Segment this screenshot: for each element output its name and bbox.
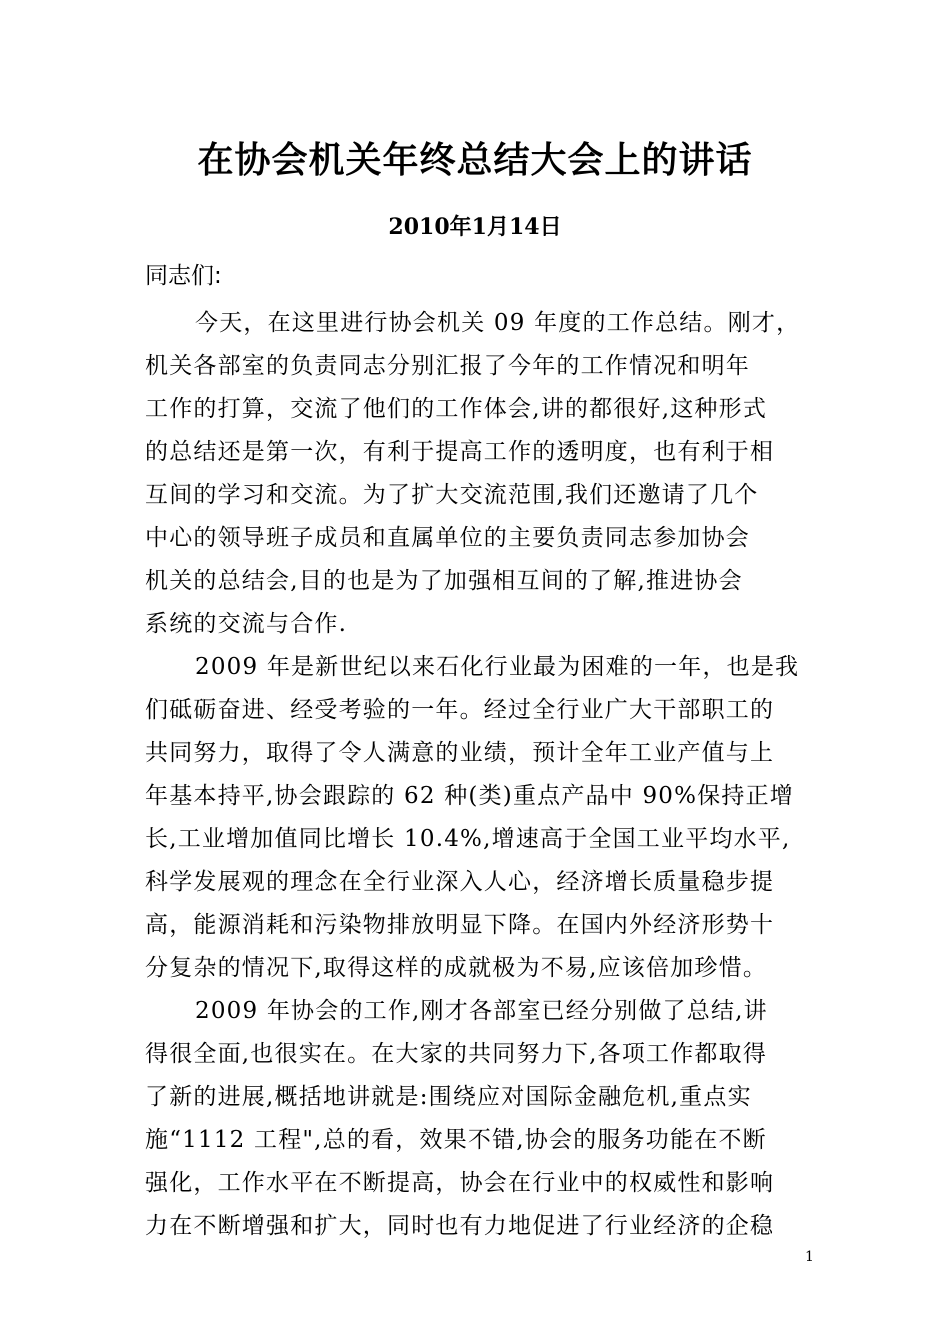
salutation: 同志们: (145, 263, 222, 289)
text-line: 分复杂的情况下,取得这样的成就极为不易,应该倍加珍惜。 (145, 955, 768, 981)
text-line: 高，能源消耗和污染物排放明显下降。在国内外经济形势十 (145, 912, 775, 938)
text-line: 机关各部室的负责同志分别汇报了今年的工作情况和明年 (145, 353, 750, 379)
text-line: 长,工业增加值同比增长 10.4%,增速高于全国工业平均水平, (145, 826, 791, 852)
paragraph (145, 990, 810, 1248)
document-date: 2010年1月14日 (388, 214, 562, 240)
text-line: 强化，工作水平在不断提高，协会在行业中的权威性和影响 (145, 1170, 775, 1196)
page-number: 1 (805, 1249, 814, 1265)
text-line: 2009 年协会的工作,刚才各部室已经分别做了总结,讲 (195, 998, 768, 1024)
text-line: 今天，在这里进行协会机关 09 年度的工作总结。刚才， (195, 310, 801, 336)
text-line: 得很全面,也很实在。在大家的共同努力下,各项工作都取得 (145, 1041, 768, 1067)
text-line: 年基本持平,协会跟踪的 62 种(类)重点产品中 90%保持正增 (145, 783, 794, 809)
text-line: 共同努力，取得了令人满意的业绩，预计全年工业产值与上 (145, 740, 775, 766)
text-line: 科学发展观的理念在全行业深入人心，经济增长质量稳步提 (145, 869, 775, 895)
text-line: 力在不断增强和扩大，同时也有力地促进了行业经济的企稳 (145, 1213, 775, 1239)
document-body (145, 302, 810, 1248)
text-line: 工作的打算，交流了他们的工作体会,讲的都很好,这种形式 (145, 396, 768, 422)
text-line: 们砥砺奋进、经受考验的一年。经过全行业广大干部职工的 (145, 697, 775, 723)
text-line: 中心的领导班子成员和直属单位的主要负责同志参加协会 (145, 525, 750, 551)
document-title: 在协会机关年终总结大会上的讲话 (197, 140, 753, 181)
paragraph (145, 302, 810, 646)
paragraph (145, 646, 810, 990)
text-line: 了新的进展,概括地讲就是:围绕应对国际金融危机,重点实 (145, 1084, 752, 1110)
text-line: 施“1112 工程",总的看，效果不错,协会的服务功能在不断 (145, 1127, 767, 1153)
text-line: 2009 年是新世纪以来石化行业最为困难的一年，也是我 (195, 654, 800, 680)
text-line: 机关的总结会,目的也是为了加强相互间的了解,推进协会 (145, 568, 743, 594)
text-line: 的总结还是第一次，有利于提高工作的透明度，也有利于相 (145, 439, 775, 465)
text-line: 系统的交流与合作. (145, 611, 348, 637)
text-line: 互间的学习和交流。为了扩大交流范围,我们还邀请了几个 (145, 482, 759, 508)
